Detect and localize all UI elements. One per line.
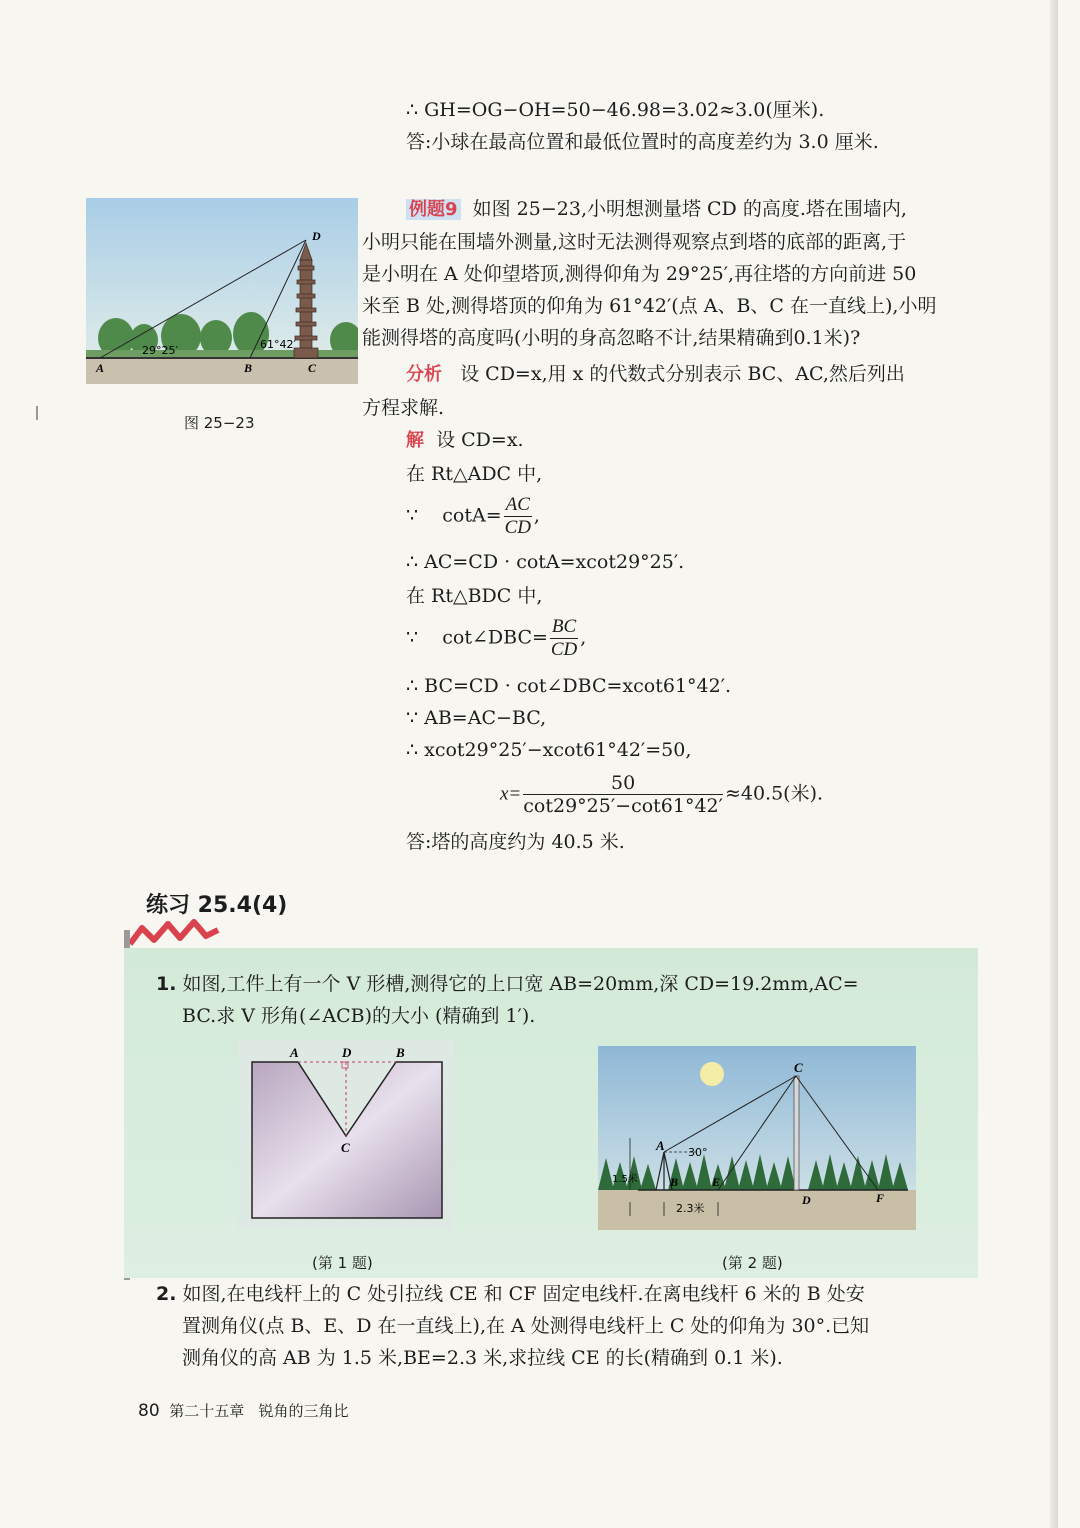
- fig2-label-e: E: [712, 1175, 721, 1189]
- solution-s2: 在 Rt△ADC 中,: [406, 463, 543, 485]
- example-tag: 例题9: [406, 199, 461, 220]
- analysis-tag: 分析: [406, 364, 442, 385]
- example-line-1: [406, 197, 907, 222]
- label-d: D: [312, 229, 321, 243]
- s6-frac: [550, 616, 578, 661]
- fig2-label-f: F: [876, 1191, 885, 1205]
- solution-s1: 设 CD=x.: [436, 429, 524, 451]
- page-footer: [138, 1400, 349, 1421]
- solution-answer: 答:塔的高度约为 40.5 米.: [406, 831, 625, 853]
- footer-title: 锐角的三角比: [258, 1402, 349, 1420]
- s6-tail: ,: [580, 626, 587, 649]
- solution-line-1: [406, 428, 524, 453]
- q1-line-1: [156, 972, 859, 996]
- s6-lhs: cot∠DBC=: [442, 626, 548, 649]
- angle-b: 61°42′: [260, 338, 296, 351]
- tower-figure: [86, 198, 358, 384]
- fig1-label-a: A: [290, 1045, 299, 1060]
- analysis-text-1: 设 CD=x,用 x 的代数式分别表示 BC、AC,然后列出: [460, 363, 905, 385]
- q2-line-1: [156, 1282, 865, 1306]
- margin-mark: [36, 406, 38, 420]
- s10-lhs: x=: [500, 783, 522, 805]
- fig1-label-b: B: [396, 1045, 405, 1060]
- q2-text-1: 如图,在电线杆上的 C 处引拉线 CE 和 CF 固定电线杆.在离电线杆 6 米的 B 处安: [182, 1283, 865, 1305]
- s3-sym: ∵: [406, 504, 419, 527]
- s3-tail: ,: [533, 504, 540, 527]
- s3-lhs: cotA=: [442, 504, 502, 527]
- label-c: C: [308, 361, 317, 375]
- fig2-height: 1.5米: [612, 1174, 638, 1185]
- fig2-label-a: A: [656, 1138, 665, 1153]
- example-text-1: 如图 25−23,小明想测量塔 CD 的高度.塔在围墙内,: [472, 198, 907, 220]
- s10-den: cot29°25′−cot61°42′: [523, 795, 723, 817]
- fig2-label-c: C: [794, 1060, 803, 1075]
- example-line-4: 米至 B 处,测得塔顶的仰角为 61°42′(点 A、B、C 在一直线上),小明: [362, 295, 937, 317]
- solution-s4: ∴ AC=CD · cotA=xcot29°25′.: [406, 551, 685, 573]
- footer-chapter: 第二十五章: [169, 1402, 245, 1420]
- solution-s10: [500, 772, 823, 817]
- q2-line-2: 置测角仪(点 B、E、D 在一直线上),在 A 处测得电线杆上 C 处的仰角为 30°.已知: [182, 1315, 870, 1337]
- exercise-ribbon: [128, 918, 220, 948]
- fig1-label-c: C: [341, 1140, 350, 1155]
- s6-den: CD: [550, 639, 578, 660]
- page-edge: [1050, 0, 1058, 1528]
- solution-s7: ∴ BC=CD · cot∠DBC=xcot61°42′.: [406, 675, 732, 697]
- solution-tag: 解: [406, 430, 424, 451]
- analysis-line-2: 方程求解.: [362, 397, 445, 419]
- s3-frac: [504, 494, 532, 539]
- q2-number: 2.: [156, 1283, 177, 1305]
- pole-figure: [598, 1046, 916, 1230]
- s10-frac: [523, 772, 723, 817]
- page-number: 80: [138, 1401, 160, 1421]
- s6-num: BC: [551, 616, 577, 637]
- label-b: B: [244, 361, 253, 375]
- fig2-caption: (第 2 题): [722, 1254, 783, 1272]
- fig2-angle: 30°: [688, 1146, 708, 1159]
- s3-den: CD: [504, 517, 531, 538]
- s3-num: AC: [505, 494, 530, 515]
- fig2-label-b: B: [670, 1175, 679, 1189]
- figure-caption: 图 25−23: [184, 414, 255, 432]
- solution-s9: ∴ xcot29°25′−xcot61°42′=50,: [406, 739, 692, 761]
- fig2-dist: 2.3米: [676, 1202, 705, 1215]
- label-a: A: [96, 361, 105, 375]
- solution-s6: [406, 616, 586, 661]
- q2-line-3: 测角仪的高 AB 为 1.5 米,BE=2.3 米,求拉线 CE 的长(精确到 0.1 米).: [182, 1347, 783, 1369]
- example-line-5: 能测得塔的高度吗(小明的身高忽略不计,结果精确到0.1米)?: [362, 327, 861, 349]
- q1-text-1: 如图,工件上有一个 V 形槽,测得它的上口宽 AB=20mm,深 CD=19.2mm,AC=: [182, 973, 859, 995]
- fig1-label-d: D: [342, 1045, 352, 1060]
- top-line-1: ∴ GH=OG−OH=50−46.98=3.02≈3.0(厘米).: [406, 99, 825, 121]
- s10-tail: ≈40.5(米).: [724, 782, 824, 805]
- fig1-caption: (第 1 题): [312, 1254, 373, 1272]
- top-line-2: 答:小球在最高位置和最低位置时的高度差约为 3.0 厘米.: [406, 131, 879, 153]
- fig2-label-d: D: [802, 1193, 811, 1207]
- example-line-2: 小明只能在围墙外测量,这时无法测得观察点到塔的底部的距离,于: [362, 231, 907, 253]
- angle-a: 29°25′: [142, 344, 178, 357]
- v-groove-figure: [238, 1040, 454, 1230]
- analysis-line-1: [406, 362, 905, 387]
- solution-s5: 在 Rt△BDC 中,: [406, 585, 543, 607]
- s6-sym: ∵: [406, 626, 419, 649]
- solution-s8: ∵ AB=AC−BC,: [406, 707, 547, 729]
- q1-line-2: BC.求 V 形角(∠ACB)的大小 (精确到 1′).: [182, 1005, 536, 1027]
- exercise-title: 练习 25.4(4): [146, 893, 288, 918]
- example-line-3: 是小明在 A 处仰望塔顶,测得仰角为 29°25′,再往塔的方向前进 50: [362, 263, 917, 285]
- s10-num: 50: [523, 772, 723, 795]
- q1-number: 1.: [156, 973, 177, 995]
- solution-s3: [406, 494, 540, 539]
